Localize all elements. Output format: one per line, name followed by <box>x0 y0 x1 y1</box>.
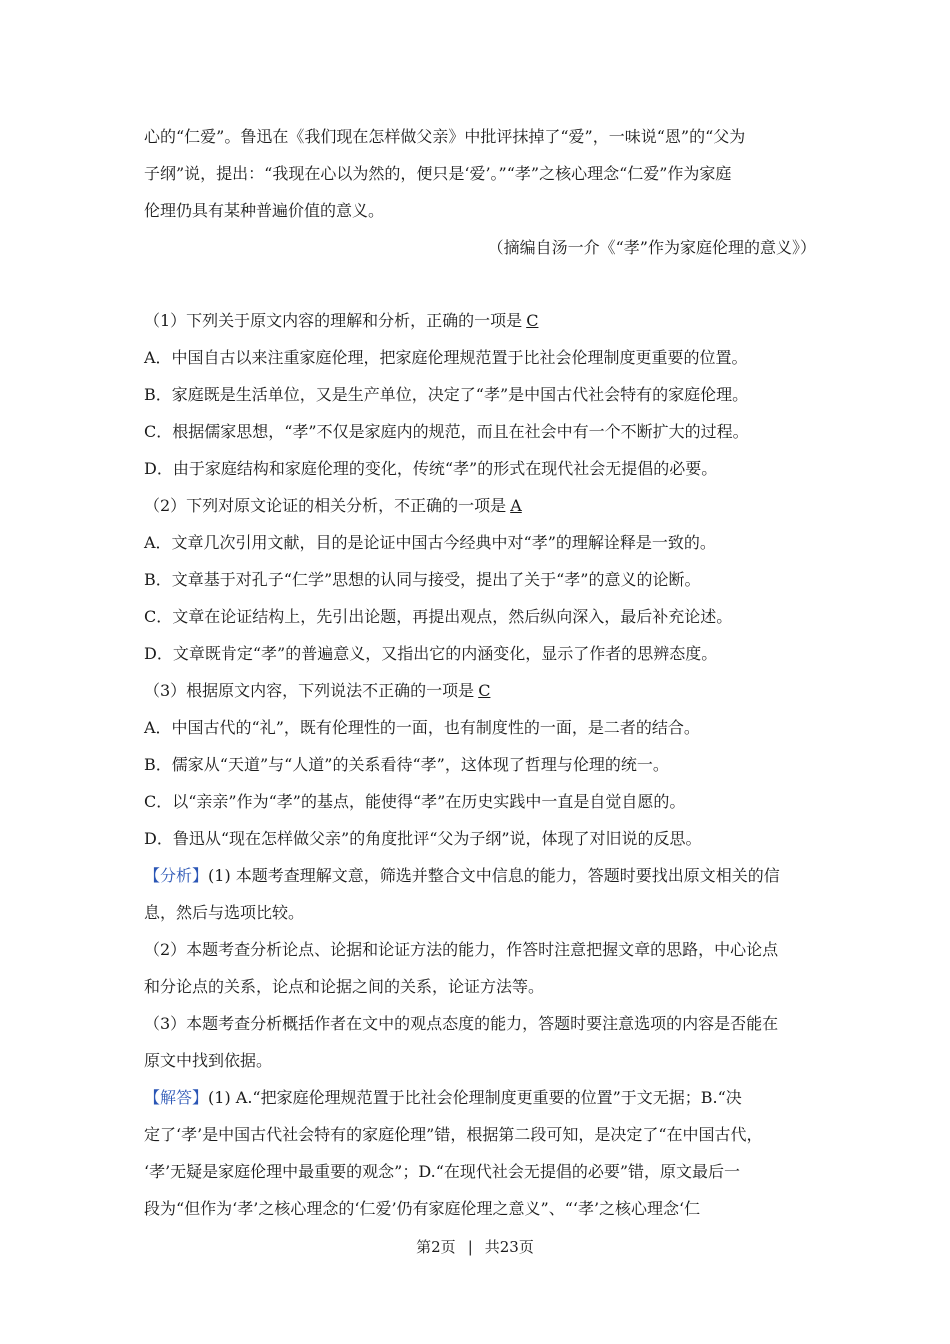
page-footer <box>0 1236 950 1257</box>
question-stem <box>144 487 816 524</box>
solution-tag: 【解答】 <box>144 1088 209 1107</box>
analysis-text: (1) 本题考查理解文意，筛选并整合文中信息的能力，答题时要找出原文相关的信 <box>208 866 780 885</box>
option-c: C．根据儒家思想，“孝”不仅是家庭内的规范，而且在社会中有一个不断扩大的过程。 <box>144 422 749 441</box>
option-c: C．文章在论证结构上，先引出论题，再提出观点，然后纵向深入，最后补充论述。 <box>144 607 733 626</box>
option-b: B．家庭既是生活单位，又是生产单位，决定了“孝”是中国古代社会特有的家庭伦理。 <box>144 385 749 404</box>
passage-line: 伦理仍具有某种普遍价值的意义。 <box>144 201 385 220</box>
page-content <box>144 118 816 1227</box>
option-b: B．文章基于对孔子“仁学”思想的认同与接受，提出了关于“孝”的意义的论断。 <box>144 570 701 589</box>
question-stem-text: （2）下列对原文论证的相关分析，不正确的一项是 <box>144 496 507 515</box>
analysis-line: 息，然后与选项比较。 <box>144 903 305 922</box>
option-a: A．文章几次引用文献，目的是论证中国古今经典中对“孝”的理解诠释是一致的。 <box>144 533 716 552</box>
analysis-line: 原文中找到依据。 <box>144 1051 273 1070</box>
spacer <box>144 266 816 302</box>
solution-line: ‘孝’无疑是家庭伦理中最重要的观念”；D.“在现代社会无提倡的必要”错，原文最后一 <box>144 1162 741 1181</box>
solution-line <box>144 1079 816 1116</box>
option-d: D．文章既肯定“孝”的普遍意义，又指出它的内涵变化，显示了作者的思辨态度。 <box>144 644 718 663</box>
question-answer: A <box>510 496 522 515</box>
question-stem <box>144 302 816 339</box>
analysis-line: （3）本题考查分析概括作者在文中的观点态度的能力，答题时要注意选项的内容是否能在 <box>144 1014 779 1033</box>
page-number: 第2页 <box>416 1238 456 1256</box>
solution-text: (1) A.“把家庭伦理规范置于比社会伦理制度更重要的位置”于文无据；B.“决 <box>208 1088 742 1107</box>
option-d: D．鲁迅从“现在怎样做父亲”的角度批评“父为子纲”说，体现了对旧说的反思。 <box>144 829 702 848</box>
footer-separator: | <box>467 1238 473 1256</box>
analysis-tag: 【分析】 <box>144 866 209 885</box>
analysis-line: （2）本题考查分析论点、论据和论证方法的能力，作答时注意把握文章的思路，中心论点 <box>144 940 779 959</box>
passage-line: 心的“仁爱”。鲁迅在《我们现在怎样做父亲》中批评抹掉了“爱”，一味说“恩”的“父为 <box>144 127 746 146</box>
question-stem-text: （3）根据原文内容，下列说法不正确的一项是 <box>144 681 475 700</box>
option-a: A．中国自古以来注重家庭伦理，把家庭伦理规范置于比社会伦理制度更重要的位置。 <box>144 348 748 367</box>
passage-source: （摘编自汤一介《“孝”作为家庭伦理的意义》） <box>487 238 816 257</box>
page-total: 共23页 <box>484 1238 534 1256</box>
option-b: B．儒家从“天道”与“人道”的关系看待“孝”，这体现了哲理与伦理的统一。 <box>144 755 669 774</box>
analysis-line: 和分论点的关系，论点和论据之间的关系，论证方法等。 <box>144 977 545 996</box>
question-answer: C <box>478 681 491 700</box>
option-d: D．由于家庭结构和家庭伦理的变化，传统“孝”的形式在现代社会无提倡的必要。 <box>144 459 718 478</box>
passage-line: 子纲”说，提出：“我现在心以为然的，便只是‘爱’。”“孝”之核心理念“仁爱”作为家庭 <box>144 164 732 183</box>
analysis-line <box>144 857 816 894</box>
question-answer: C <box>526 311 539 330</box>
question-stem <box>144 672 816 709</box>
option-a: A．中国古代的“礼”，既有伦理性的一面，也有制度性的一面，是二者的结合。 <box>144 718 700 737</box>
question-stem-text: （1）下列关于原文内容的理解和分析，正确的一项是 <box>144 311 523 330</box>
solution-line: 定了‘孝’是中国古代社会特有的家庭伦理”错，根据第二段可知，是决定了“在中国古代， <box>144 1125 763 1144</box>
solution-line: 段为“但作为‘孝’之核心理念的‘仁爱’仍有家庭伦理之意义”、“‘孝’之核心理念‘仁 <box>144 1199 701 1218</box>
option-c: C．以“亲亲”作为“孝”的基点，能使得“孝”在历史实践中一直是自觉自愿的。 <box>144 792 686 811</box>
